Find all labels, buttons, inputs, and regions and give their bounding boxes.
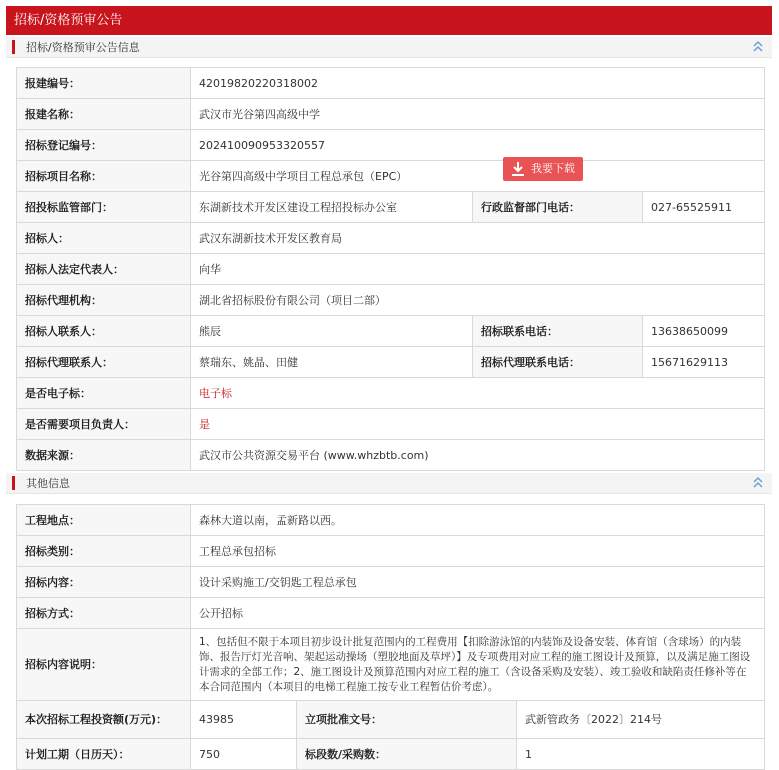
- table-row: [17, 378, 765, 409]
- field-label: 是否需要项目负责人：: [17, 409, 191, 440]
- download-button[interactable]: [503, 157, 583, 181]
- field-value: 42019820220318002: [191, 68, 765, 99]
- table-row: [17, 99, 765, 130]
- field-value: 15671629113: [643, 347, 765, 378]
- table-row: [17, 192, 765, 223]
- field-value: 027-65525911: [643, 192, 765, 223]
- field-label: 标段数/采购数：: [297, 739, 517, 770]
- field-value: 熊辰: [191, 316, 473, 347]
- field-label: 工程地点：: [17, 505, 191, 536]
- field-value: 电子标: [191, 378, 765, 409]
- field-label: 招投标监管部门：: [17, 192, 191, 223]
- section-marker: [12, 40, 15, 54]
- section-title: 招标/资格预审公告信息: [26, 41, 140, 54]
- collapse-chevron-icon[interactable]: [752, 476, 764, 490]
- field-value: 202410090953320557: [191, 130, 765, 161]
- table-row: [17, 161, 765, 192]
- field-value: 向华: [191, 254, 765, 285]
- other-info-table: [16, 504, 765, 770]
- field-value: 东湖新技术开发区建设工程招投标办公室: [191, 192, 473, 223]
- table-row: [17, 347, 765, 378]
- table-row: [17, 536, 765, 567]
- field-value: 武汉市光谷第四高级中学: [191, 99, 765, 130]
- field-label: 招标人联系人：: [17, 316, 191, 347]
- field-label: 本次招标工程投资额(万元)：: [17, 701, 191, 739]
- table-row: [17, 316, 765, 347]
- page-title: 招标/资格预审公告: [14, 13, 123, 28]
- field-label: 招标联系电话：: [473, 316, 643, 347]
- field-value: 设计采购施工/交钥匙工程总承包: [191, 567, 765, 598]
- table-row: [17, 68, 765, 99]
- table-row: [17, 130, 765, 161]
- table-row: [17, 505, 765, 536]
- field-label: 招标代理联系人：: [17, 347, 191, 378]
- field-label: 招标代理联系电话：: [473, 347, 643, 378]
- field-value: 光谷第四高级中学项目工程总承包（EPC）: [191, 161, 765, 192]
- field-label: 招标内容：: [17, 567, 191, 598]
- table-row: [17, 409, 765, 440]
- field-value: 工程总承包招标: [191, 536, 765, 567]
- field-label: 报建编号：: [17, 68, 191, 99]
- field-value-description: 1、包括但不限于本项目初步设计批复范围内的工程费用【扣除游泳馆的内装饰及设备安装、体育馆（含球场）的内装饰、报告厅灯光音响、架起运动操场（塑胶地面及草坪）】及专项费用对应工程的施工图设计及预算，以及满足施工图设计需求的全部工作；2、施工图设计及预算范围内对应工程的施工（含设备采购及安装）、竣工验收和缺陷责任修补等在本合同范围内（本项目的电梯工程施工按专业工程暂估价考虑）。: [191, 629, 765, 701]
- field-label: 招标类别：: [17, 536, 191, 567]
- field-value: 1: [517, 739, 765, 770]
- field-label: 行政监督部门电话：: [473, 192, 643, 223]
- field-label: 是否电子标：: [17, 378, 191, 409]
- table-row: [17, 440, 765, 471]
- table-row: [17, 254, 765, 285]
- download-icon: [511, 161, 525, 177]
- field-label: 立项批准文号：: [297, 701, 517, 739]
- notice-info-table: [16, 67, 765, 471]
- field-value: 是: [191, 409, 765, 440]
- field-value: 武汉市公共资源交易平台 (www.whzbtb.com): [191, 440, 765, 471]
- section-header-notice-info: [6, 37, 772, 58]
- field-value: 43985: [191, 701, 297, 739]
- table-row: [17, 739, 765, 770]
- table-row: [17, 701, 765, 739]
- section-title: 其他信息: [26, 477, 70, 490]
- table-row: [17, 285, 765, 316]
- field-label: 招标人法定代表人：: [17, 254, 191, 285]
- field-label: 招标项目名称：: [17, 161, 191, 192]
- field-label: 招标人：: [17, 223, 191, 254]
- field-label: 报建名称：: [17, 99, 191, 130]
- section-header-other-info: [6, 473, 772, 494]
- field-label: 招标内容说明：: [17, 629, 191, 701]
- table-row: [17, 629, 765, 701]
- field-value: 湖北省招标股份有限公司（项目二部）: [191, 285, 765, 316]
- field-value: 13638650099: [643, 316, 765, 347]
- field-value: 蔡瑞东、姚晶、田健: [191, 347, 473, 378]
- field-value: 森林大道以南，孟新路以西。: [191, 505, 765, 536]
- field-value: 武新管政务〔2022〕214号: [517, 701, 765, 739]
- page-header: [6, 6, 772, 35]
- field-value: 武汉东湖新技术开发区教育局: [191, 223, 765, 254]
- table-row: [17, 598, 765, 629]
- collapse-chevron-icon[interactable]: [752, 40, 764, 54]
- field-label: 招标登记编号：: [17, 130, 191, 161]
- download-label: 我要下载: [531, 162, 575, 175]
- field-value: 公开招标: [191, 598, 765, 629]
- table-row: [17, 223, 765, 254]
- table-row: [17, 567, 765, 598]
- field-label: 计划工期（日历天）：: [17, 739, 191, 770]
- field-label: 数据来源：: [17, 440, 191, 471]
- field-label: 招标方式：: [17, 598, 191, 629]
- field-value: 750: [191, 739, 297, 770]
- field-label: 招标代理机构：: [17, 285, 191, 316]
- section-marker: [12, 476, 15, 490]
